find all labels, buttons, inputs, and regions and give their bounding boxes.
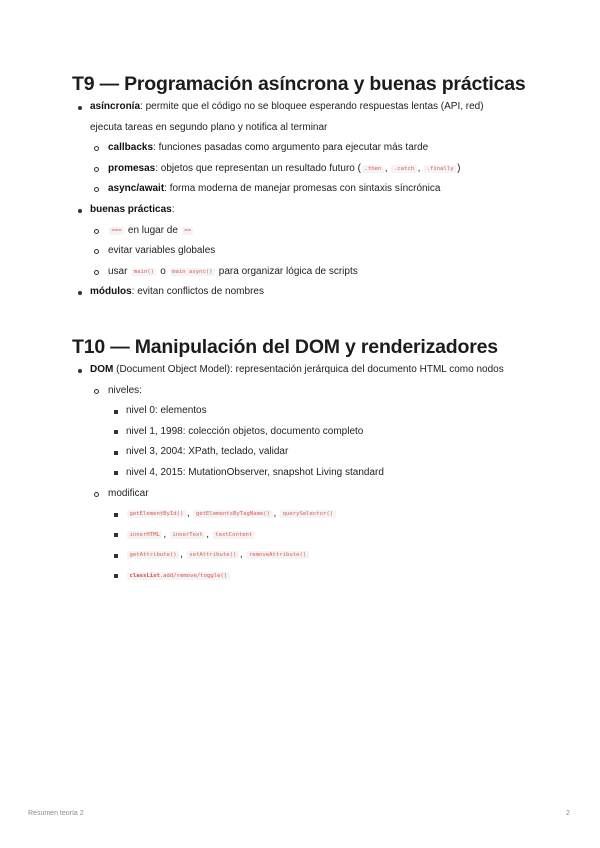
list-item-modificar: modificar bbox=[72, 484, 504, 505]
t10-list bbox=[72, 360, 504, 587]
code-finally: .finally bbox=[424, 165, 456, 173]
code-catch: .catch bbox=[391, 165, 416, 173]
list-item-buenas-practicas: buenas prácticas: bbox=[72, 200, 484, 221]
footer-title: Resumen teoría 2 bbox=[28, 810, 84, 817]
list-item-mod-content: innerHTML , innerText , textContent bbox=[72, 525, 504, 546]
footer-page-number: 2 bbox=[566, 810, 570, 817]
code-strict-eq: === bbox=[109, 227, 124, 235]
list-item-async-await: async/await: forma moderna de manejar promesas con sintaxis síncrónica bbox=[72, 179, 484, 200]
code-getelementsbytagname: getElementsByTagName() bbox=[193, 510, 272, 518]
list-item-mod-classlist bbox=[72, 566, 504, 587]
list-item-globals: evitar variables globales bbox=[72, 241, 484, 262]
list-item-callbacks: callbacks: funciones pasadas como argumento para ejecutar más tarde bbox=[72, 138, 484, 159]
list-item-promesas: promesas: objetos que representan un resultado futuro ( .then , .catch , .finally ) bbox=[72, 159, 484, 180]
section-title-t9: T9 — Programación asíncrona y buenas prácticas bbox=[72, 73, 526, 95]
code-classlist: classList.add/remove/toggle() bbox=[127, 572, 230, 580]
code-getelementbyid: getElementById() bbox=[127, 510, 186, 518]
code-main-async: main async() bbox=[170, 268, 215, 276]
list-item-modulos: módulos: evitan conflictos de nombres bbox=[72, 282, 484, 303]
code-loose-eq: == bbox=[182, 227, 194, 235]
list-item-strict-equality: === en lugar de == bbox=[72, 221, 484, 242]
list-item-nivel3: nivel 3, 2004: XPath, teclado, validar bbox=[72, 442, 504, 463]
list-item-mod-select: getElementById() , getElementsByTagName() , querySelector() bbox=[72, 504, 504, 525]
code-setattribute: setAttribute() bbox=[187, 551, 239, 559]
code-then: .then bbox=[362, 165, 384, 173]
list-item-nivel4: nivel 4, 2015: MutationObserver, snapshot Living standard bbox=[72, 463, 504, 484]
list-item-niveles: niveles: bbox=[72, 381, 504, 402]
code-textcontent: textContent bbox=[213, 531, 255, 539]
list-item-nivel1: nivel 1, 1998: colección objetos, documento completo bbox=[72, 422, 504, 443]
list-item-mod-attr: getAttribute() , setAttribute() , removeAttribute() bbox=[72, 545, 504, 566]
list-item-dom: DOM (Document Object Model): representación jerárquica del documento HTML como nodos bbox=[72, 360, 504, 381]
list-item-asincronia: asíncronía: permite que el código no se bloquee esperando respuestas lentas (API, red) bbox=[72, 97, 484, 118]
list-item-asincronia-cont: ejecuta tareas en segundo plano y notifica al terminar bbox=[90, 121, 328, 133]
code-queryselector: querySelector() bbox=[280, 510, 336, 518]
list-item-nivel0: nivel 0: elementos bbox=[72, 401, 504, 422]
list-item-main: usar main() o main async() para organizar lógica de scripts bbox=[72, 262, 484, 283]
code-innerhtml: innerHTML bbox=[127, 531, 162, 539]
code-getattribute: getAttribute() bbox=[127, 551, 179, 559]
t9-list bbox=[72, 97, 484, 303]
code-removeattribute: removeAttribute() bbox=[246, 551, 308, 559]
code-main: main() bbox=[131, 268, 156, 276]
section-title-t10: T10 — Manipulación del DOM y renderizadores bbox=[72, 336, 498, 358]
code-innertext: innerText bbox=[170, 531, 205, 539]
